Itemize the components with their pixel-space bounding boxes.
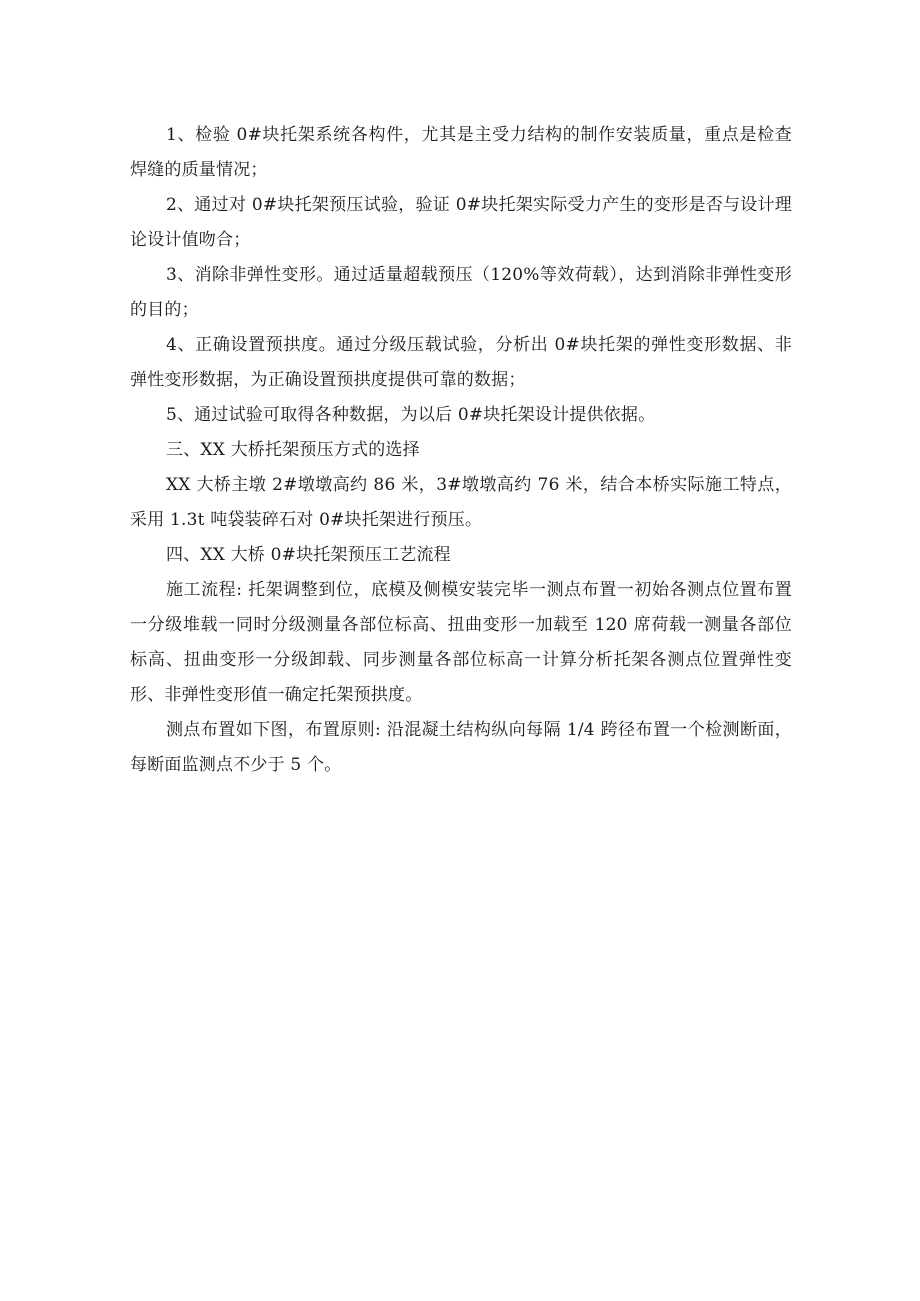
paragraph-process-flow: 施工流程: 托架调整到位，底模及侧模安装完毕一测点布置一初始各测点位置布置一分级堆载一同时分级测量各部位标高、扭曲变形一加载至 120 席荷载一测量各部位标高、扭曲变形一分级卸载、同步测量各部位标高一计算分析托架各测点位置弹性变形、非弹性变形值一确定托架预拱度。 xyxy=(130,580,792,705)
paragraph-objective-5: 5、通过试验可取得各种数据，为以后 0#块托架设计提供依据。 xyxy=(166,405,656,425)
paragraph-preload-method: XX 大桥主墩 2#墩墩高约 86 米，3#墩墩高约 76 米，结合本桥实际施工特点，采用 1.3t 吨袋装碎石对 0#块托架进行预压。 xyxy=(130,475,792,530)
paragraph-objective-1: 1、检验 0#块托架系统各构件，尤其是主受力结构的制作安装质量，重点是检查焊缝的质量情况； xyxy=(130,125,792,180)
paragraph-measurement-points: 测点布置如下图，布置原则: 沿混凝土结构纵向每隔 1/4 跨径布置一个检测断面，每断面监测点不少于 5 个。 xyxy=(130,720,792,775)
paragraph-objective-2: 2、通过对 0#块托架预压试验，验证 0#块托架实际受力产生的变形是否与设计理论设计值吻合； xyxy=(130,195,792,250)
document-body xyxy=(130,118,792,783)
section-heading-process-flow: 四、XX 大桥 0#块托架预压工艺流程 xyxy=(166,545,451,565)
paragraph-objective-4: 4、正确设置预拱度。通过分级压载试验，分析出 0#块托架的弹性变形数据、非弹性变形数据，为正确设置预拱度提供可靠的数据； xyxy=(130,335,792,390)
paragraph-objective-3: 3、消除非弹性变形。通过适量超载预压（120%等效荷载），达到消除非弹性变形的目的； xyxy=(130,265,792,320)
section-heading-preload-method: 三、XX 大桥托架预压方式的选择 xyxy=(166,440,420,460)
